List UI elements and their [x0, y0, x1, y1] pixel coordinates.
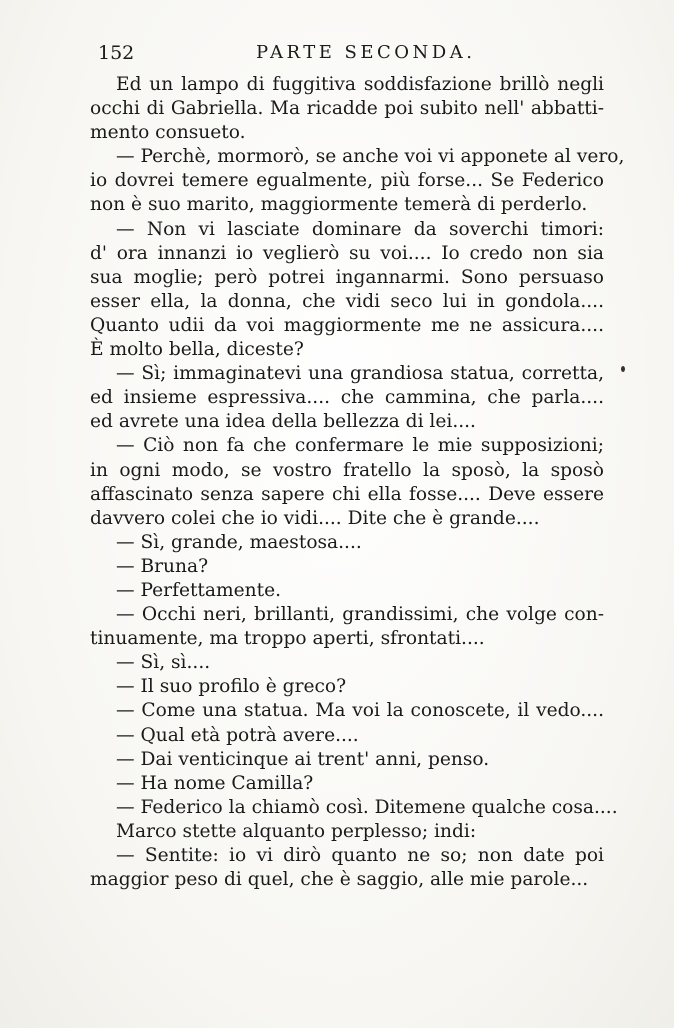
- ink-speck: [621, 366, 625, 372]
- text-line: d' ora innanzi io veglierò su voi.... Io credo non sia: [90, 242, 604, 264]
- text-line: in ogni modo, se vostro fratello la sposò, la sposò: [90, 459, 604, 481]
- text-line: esser ella, la donna, che vidi seco lui in gondola....: [90, 290, 604, 312]
- text-line: — Ha nome Camilla?: [116, 772, 314, 794]
- text-line: davvero colei che io vidi.... Dite che è grande....: [90, 507, 540, 529]
- text-line: — Sentite: io vi dirò quanto ne so; non date poi: [116, 845, 604, 866]
- text-line: Marco stette alquanto perplesso; indi:: [116, 820, 477, 842]
- text-line: — Sì, sì....: [116, 652, 211, 674]
- text-line: — Occhi neri, brillanti, grandissimi, che volge con-: [116, 604, 604, 626]
- text-line: — Sì; immaginatevi una grandiosa statua, corretta,: [116, 363, 604, 385]
- text-line: Quanto udii da voi maggiormente me ne assicura....: [90, 314, 604, 336]
- text-line: Ed un lampo di fuggitiva soddisfazione brillò negli: [116, 74, 604, 95]
- text-line: tinuamente, ma troppo aperti, sfrontati....: [90, 628, 485, 650]
- text-line: — Federico la chiamò così. Ditemene qualche cosa....: [116, 796, 618, 818]
- text-line: — Come una statua. Ma voi la conoscete, il vedo....: [116, 700, 604, 722]
- page-header: [98, 38, 608, 68]
- text-line: ed avrete una idea della bellezza di lei....: [90, 411, 476, 433]
- running-head: PARTE SECONDA.: [256, 42, 476, 63]
- text-line: — Bruna?: [116, 555, 209, 577]
- body-text: [90, 73, 625, 892]
- text-line: mento consueto.: [90, 122, 246, 144]
- text-line: — Ciò non fa che confermare le mie supposizioni;: [116, 435, 604, 457]
- text-line: maggior peso di quel, che è saggio, alle mie parole...: [90, 869, 589, 891]
- text-line: sua moglie; però potrei ingannarmi. Sono persuaso: [90, 266, 604, 288]
- text-line: — Perfettamente.: [116, 579, 281, 601]
- text-line: affascinato senza sapere chi ella fosse.... Deve essere: [90, 483, 604, 505]
- text-line: — Sì, grande, maestosa....: [116, 531, 362, 553]
- text-line: ed insieme espressiva.... che cammina, che parla....: [90, 387, 604, 409]
- text-line: — Dai venticinque ai trent' anni, penso.: [116, 748, 490, 770]
- text-line: io dovrei temere egualmente, più forse... Se Federico: [90, 170, 604, 192]
- text-line: occhi di Gabriella. Ma ricadde poi subito nell' abbatti-: [90, 98, 604, 120]
- text-line: È molto bella, diceste?: [90, 339, 304, 361]
- text-line: — Non vi lasciate dominare da soverchi timori:: [116, 218, 604, 240]
- text-line: — Perchè, mormorò, se anche voi vi apponete al vero,: [116, 146, 625, 168]
- text-line: — Il suo profilo è greco?: [116, 676, 347, 698]
- page-number: 152: [98, 42, 135, 64]
- text-line: non è suo marito, maggiormente temerà di perderlo.: [90, 194, 588, 216]
- text-line: — Qual età potrà avere....: [116, 724, 359, 746]
